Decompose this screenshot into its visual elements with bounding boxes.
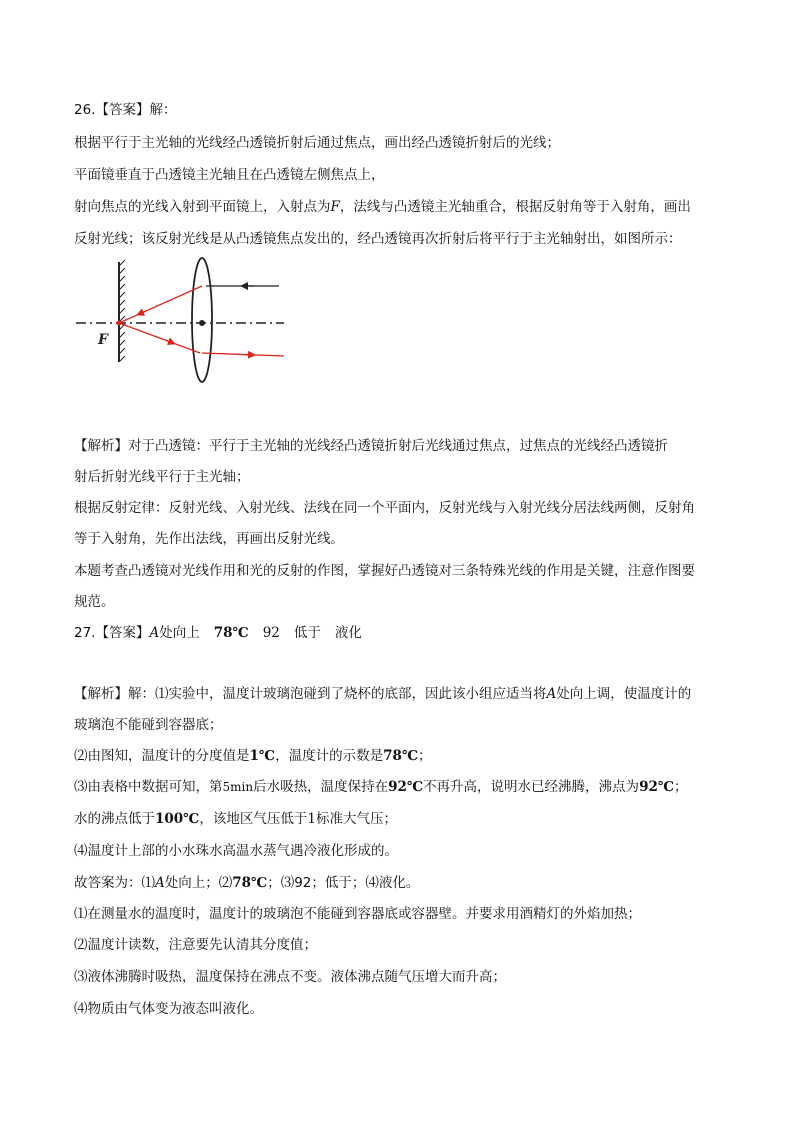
- q27-analysis-2: 玻璃泡不能碰到容器底；: [74, 717, 223, 733]
- q26-line-4: 反射光线；该反射光线是从凸透镜焦点发出的，经凸透镜再次折射后将平行于主光轴射出，如图所示：: [74, 231, 682, 247]
- q27-a3-pre: ⑵由图知，温度计的分度值是: [74, 748, 250, 764]
- q27-a3-v1: 1℃: [249, 748, 276, 764]
- q27-analysis-3: [74, 746, 432, 766]
- q27-a4-end: ；: [674, 779, 688, 795]
- q27-a7-mid: 处向上；⑵: [164, 875, 233, 891]
- q27-a5-v: 100℃: [155, 811, 200, 827]
- q26-line-2: 平面镜垂直于凸透镜主光轴且在凸透镜左侧焦点上，: [74, 167, 385, 183]
- q27-a4-mid2: 不再升高，说明水已经沸腾，沸点为: [423, 779, 640, 795]
- q27-a7-v: 78℃: [232, 875, 268, 891]
- q27-a4-min: 5min: [222, 780, 254, 794]
- q27-analysis-1: [74, 684, 691, 704]
- q27-answer-liquefy: 液化: [334, 625, 362, 641]
- q27-a3-mid: ，温度计的示数是: [275, 748, 384, 764]
- q27-a4-mid: 后水吸热，温度保持在: [253, 779, 389, 795]
- focus-label: F: [98, 332, 108, 348]
- q26-line-3-text-b: ，法线与凸透镜主光轴重合，根据反射角等于入射角，画出: [339, 199, 691, 215]
- q27-a4-v1: 92℃: [388, 779, 424, 795]
- q26-header: 26.【答案】解：: [74, 102, 177, 118]
- q26-analysis-6: 规范。: [74, 594, 115, 610]
- q27-analysis-8: ⑴在测量水的温度时，温度计的玻璃泡不能碰到容器底或容器壁。并要求用酒精灯的外焰加热；: [74, 906, 641, 922]
- q27-a1-a: A: [546, 686, 557, 702]
- q27-a5-mid: ，该地区气压低于: [199, 811, 308, 827]
- q26-line-1: 根据平行于主光轴的光线经凸透镜折射后通过焦点，画出经凸透镜折射后的光线；: [74, 135, 560, 151]
- q27-analysis-7: [74, 873, 419, 893]
- q27-a3-end: ；: [418, 748, 432, 764]
- q27-a3-v2: 78℃: [383, 748, 419, 764]
- q27-a4-pre: ⑶由表格中数据可知，第: [74, 779, 223, 795]
- q27-a7-a: A: [155, 875, 165, 891]
- q27-a5-one: 1: [307, 811, 316, 827]
- reflected-ray: [119, 323, 200, 353]
- q27-answer-low: 低于: [293, 625, 321, 641]
- q26-analysis-2: 射后折射光线平行于主光轴；: [74, 469, 250, 485]
- q27-analysis-9: ⑵温度计读数，注意要先认清其分度值；: [74, 937, 317, 953]
- q27-a5-end: 标准大气压；: [315, 811, 397, 827]
- q27-analysis-5: [74, 809, 397, 829]
- emergent-ray-arrow: [242, 355, 254, 356]
- lens-mirror-diagram: [74, 256, 289, 392]
- q27-analysis-4: [74, 777, 688, 797]
- q27-a1-pre: 【解析】解：⑴实验中，温度计玻璃泡碰到了烧杯的底部，因此该小组应适当将: [74, 686, 547, 702]
- q27-answer-a: A: [149, 625, 160, 641]
- q27-a7-end: ；⑶92；低于；⑷液化。: [267, 875, 420, 891]
- refracted-ray-arrow: [138, 311, 146, 315]
- q27-answer-temp: 78℃: [213, 625, 249, 641]
- q27-answer-boil: 92: [262, 625, 280, 641]
- q26-analysis-5: 本题考查凸透镜对光线作用和光的反射的作图，掌握好凸透镜对三条特殊光线的作用是关键，注意作图要: [74, 563, 695, 579]
- q27-answer-line: [74, 623, 362, 643]
- refracted-ray: [119, 286, 202, 323]
- q26-analysis-4: 等于入射角，先作出法线，再画出反射光线。: [74, 531, 344, 547]
- q27-analysis-11: ⑷物质由气体变为液态叫液化。: [74, 1001, 263, 1017]
- q26-analysis-3: 根据反射定律：反射光线、入射光线、法线在同一个平面内，反射光线与入射光线分居法线两侧，反射角: [74, 500, 695, 516]
- reflected-ray-arrow: [166, 340, 174, 343]
- q27-a4-v2: 92℃: [639, 779, 675, 795]
- q27-analysis-6: ⑷温度计上部的小水珠水高温水蒸气遇冷液化形成的。: [74, 843, 398, 859]
- q27-analysis-10: ⑶液体沸腾时吸热，温度保持在沸点不变。液体沸点随气压增大而升高；: [74, 969, 506, 985]
- optical-center: [199, 320, 205, 326]
- q26-analysis-1: 【解析】对于凸透镜：平行于主光轴的光线经凸透镜折射后光线通过焦点，过焦点的光线经凸透镜折: [74, 438, 668, 454]
- q27-answer-a-text: 处向上: [159, 625, 200, 641]
- q27-header: 27.【答案】: [74, 625, 150, 641]
- q27-a7-pre: 故答案为：⑴: [74, 875, 155, 891]
- q27-a5-pre: 水的沸点低于: [74, 811, 155, 827]
- q26-point-f: F: [330, 199, 340, 215]
- q27-a1-post: 处向上调，使温度计的: [556, 686, 692, 702]
- q26-line-3-text-a: 射向焦点的光线入射到平面镜上，入射点为: [74, 199, 331, 215]
- q26-line-3: [74, 197, 691, 217]
